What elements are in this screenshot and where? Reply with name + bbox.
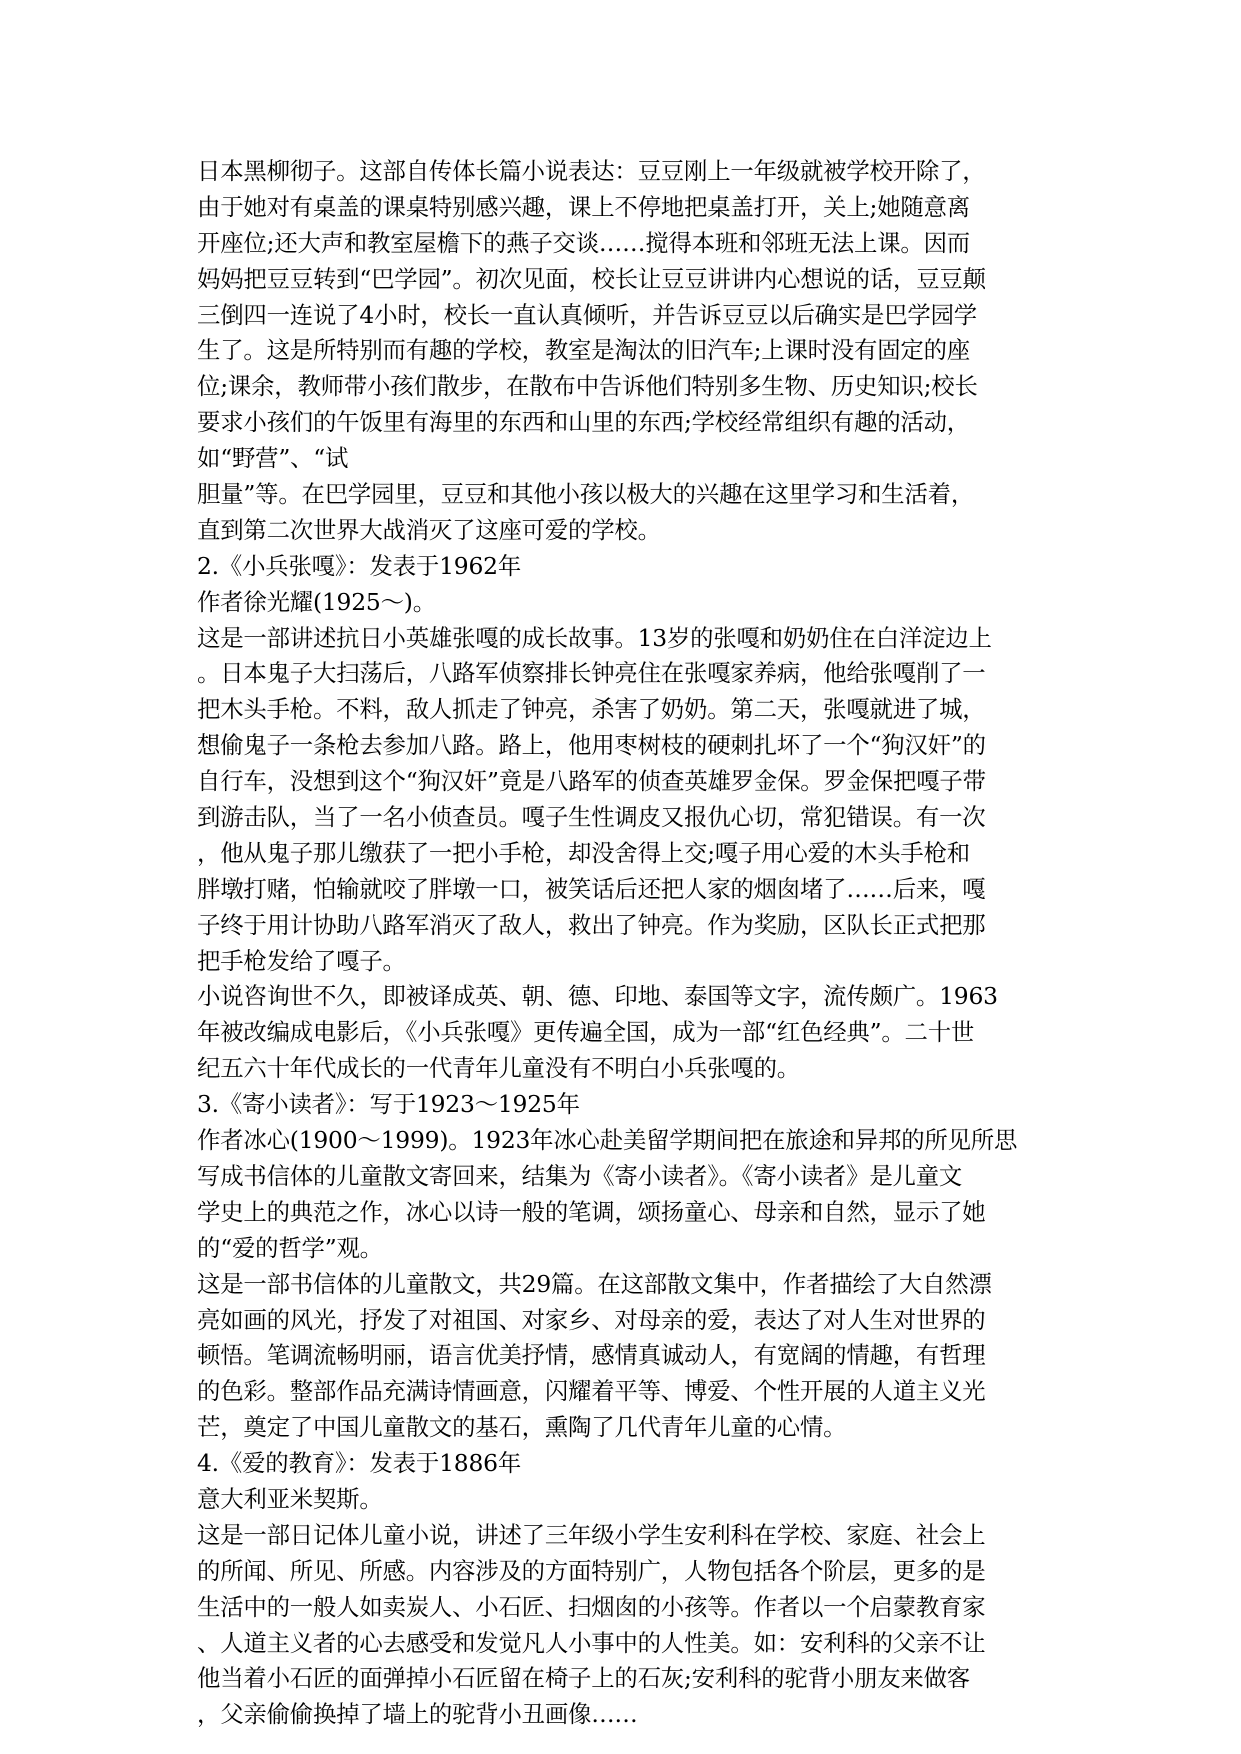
text-line: 到游击队，当了一名小侦查员。嘎子生性调皮又报仇心切，常犯错误。有一次 [197, 803, 986, 832]
text-line: 这是一部讲述抗日小英雄张嘎的成长故事。13岁的张嘎和奶奶住在白洋淀边上 [197, 623, 992, 652]
text-line: 妈妈把豆豆转到“巴学园”。初次见面，校长让豆豆讲讲内心想说的话，豆豆颠 [197, 264, 986, 293]
text-line: 芒，奠定了中国儿童散文的基石，熏陶了几代青年儿童的心情。 [197, 1413, 847, 1442]
text-line: 如“野营”、“试 [197, 444, 349, 473]
author-line: 作者冰心(1900～1999)。1923年冰心赴美留学期间把在旅途和异邦的所见所思 [197, 1126, 1018, 1155]
text-line: 小说咨询世不久，即被译成英、朝、德、印地、泰国等文字，流传颇广。1963 [197, 982, 998, 1011]
text-line: 自行车，没想到这个“狗汉奸”竟是八路军的侦查英雄罗金保。罗金保把嘎子带 [197, 767, 986, 796]
text-line: 、人道主义者的心去感受和发觉凡人小事中的人性美。如：安利科的父亲不让 [197, 1628, 986, 1657]
text-line: 亮如画的风光，抒发了对祖国、对家乡、对母亲的爱，表达了对人生对世界的 [197, 1305, 986, 1334]
text-line: 把木头手枪。不料，敌人抓走了钟亮，杀害了奶奶。第二天，张嘎就进了城， [197, 695, 986, 724]
text-line: 年被改编成电影后，《小兵张嘎》更传遍全国，成为一部“红色经典”。二十世 [197, 1018, 975, 1047]
document-body [197, 154, 1057, 1733]
text-line: 顿悟。笔调流畅明丽，语言优美抒情，感情真诚动人，有宽阔的情趣，有哲理 [197, 1341, 986, 1370]
text-line: 把手枪发给了嘎子。 [197, 946, 406, 975]
text-line: 要求小孩们的午饭里有海里的东西和山里的东西;学校经常组织有趣的活动， [197, 408, 970, 437]
text-line: 日本黑柳彻子。这部自传体长篇小说表达：豆豆刚上一年级就被学校开除了， [197, 157, 986, 185]
text-line: ，父亲偷偷换掉了墙上的驼背小丑画像…… [197, 1700, 638, 1729]
text-line: 想偷鬼子一条枪去参加八路。路上，他用枣树枝的硬刺扎坏了一个“狗汉奸”的 [197, 731, 986, 760]
section-heading: 3.《寄小读者》：写于1923～1925年 [197, 1090, 580, 1119]
text-line: 他当着小石匠的面弹掉小石匠留在椅子上的石灰;安利科的驼背小朋友来做客 [197, 1664, 970, 1693]
text-line: 的“爱的哲学”观。 [197, 1233, 383, 1262]
text-line: 直到第二次世界大战消灭了这座可爱的学校。 [197, 515, 661, 544]
text-line: 子终于用计协助八路军消灭了敌人，救出了钟亮。作为奖励，区队长正式把那 [197, 910, 986, 939]
text-line: 这是一部书信体的儿童散文，共29篇。在这部散文集中，作者描绘了大自然漂 [197, 1269, 992, 1298]
section-heading: 2.《小兵张嘎》：发表于1962年 [197, 551, 522, 580]
text-line: 纪五六十年代成长的一代青年儿童没有不明白小兵张嘎的。 [197, 1054, 800, 1083]
author-line: 作者徐光耀(1925～)。 [197, 587, 436, 616]
text-line: 由于她对有桌盖的课桌特别感兴趣，课上不停地把桌盖打开，关上;她随意离 [197, 192, 970, 221]
text-line: 开座位;还大声和教室屋檐下的燕子交谈……搅得本班和邻班无法上课。因而 [197, 228, 970, 257]
text-line: 生了。这是所特别而有趣的学校，教室是淘汰的旧汽车;上课时没有固定的座 [197, 336, 970, 365]
text-line: 这是一部日记体儿童小说，讲述了三年级小学生安利科在学校、家庭、社会上 [197, 1520, 986, 1549]
section-heading: 4.《爱的教育》：发表于1886年 [197, 1449, 522, 1478]
text-line: 学史上的典范之作，冰心以诗一般的笔调，颂扬童心、母亲和自然，显示了她 [197, 1197, 986, 1226]
text-line: 生活中的一般人如卖炭人、小石匠、扫烟囱的小孩等。作者以一个启蒙教育家 [197, 1592, 986, 1621]
text-line: 三倒四一连说了4小时，校长一直认真倾听，并告诉豆豆以后确实是巴学园学 [197, 300, 977, 329]
text-line: 胆量”等。在巴学园里，豆豆和其他小孩以极大的兴趣在这里学习和生活着， [197, 480, 975, 509]
text-line: 。日本鬼子大扫荡后，八路军侦察排长钟亮住在张嘎家养病，他给张嘎削了一 [197, 659, 986, 688]
author-line: 意大利亚米契斯。 [197, 1484, 383, 1513]
text-line: 胖墩打赌，怕输就咬了胖墩一口，被笑话后还把人家的烟囱堵了……后来，嘎 [197, 874, 986, 903]
text-line: 位;课余，教师带小孩们散步，在散布中告诉他们特别多生物、历史知识;校长 [197, 372, 978, 401]
text-line: ，他从鬼子那儿缴获了一把小手枪，却没舍得上交;嘎子用心爱的木头手枪和 [197, 838, 970, 867]
text-line: 的所闻、所见、所感。内容涉及的方面特别广，人物包括各个阶层，更多的是 [197, 1556, 986, 1585]
text-line: 的色彩。整部作品充满诗情画意，闪耀着平等、博爱、个性开展的人道主义光 [197, 1377, 986, 1406]
text-line: 写成书信体的儿童散文寄回来，结集为《寄小读者》。《寄小读者》是儿童文 [197, 1161, 963, 1190]
